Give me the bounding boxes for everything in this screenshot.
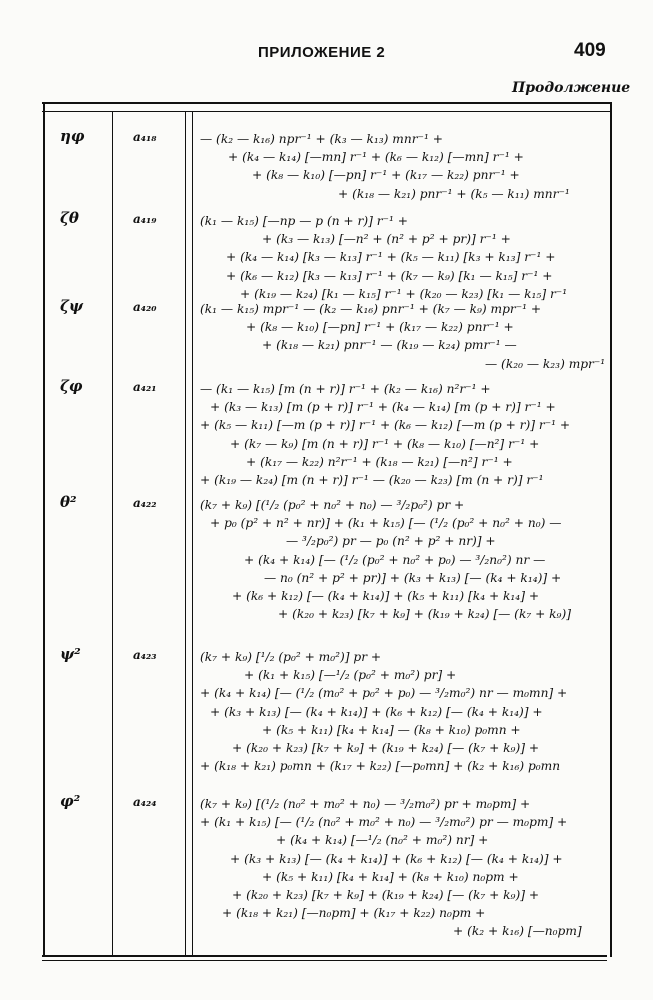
- equation-line: (k₁ — k₁₅) mpr⁻¹ — (k₂ — k₁₆) pnr⁻¹ + (k₇ — k₉) mpr⁻¹ +: [200, 302, 542, 316]
- equation-line: + (k₁₈ — k₂₁) pnr⁻¹ + (k₅ — k₁₁) mnr⁻¹: [338, 186, 570, 201]
- row-coefficient: a₄₂₃: [133, 648, 157, 662]
- table-bottom-rule-inner: [42, 960, 607, 961]
- equation-line: + (k₂₀ + k₂₃) [k₇ + k₉] + (k₁₉ + k₂₄) [— (k₇ + k₉)] +: [232, 741, 540, 755]
- equation-line: + (k₃ — k₁₃) [m (p + r)] r⁻¹ + (k₄ — k₁₄) [m (p + r)] r⁻¹ +: [210, 400, 556, 415]
- equation-line: (k₁ — k₁₅) [—np — p (n + r)] r⁻¹ +: [200, 214, 408, 228]
- equation-line: + (k₂ + k₁₆) [—n₀pm]: [453, 924, 582, 939]
- equation-line: + (k₅ — k₁₁) [—m (p + r)] r⁻¹ + (k₆ — k₁₂) [—m (p + r)] r⁻¹ +: [200, 418, 571, 433]
- row-symbol: θ²: [60, 493, 77, 511]
- equation-line: + (k₁₈ + k₂₁) p₀mn + (k₁₇ + k₂₂) [—p₀mn] + (k₂ + k₁₆) p₀mn: [200, 759, 561, 774]
- row-coefficient: a₄₂₀: [133, 300, 157, 314]
- equation-line: + (k₁₈ + k₂₁) [—n₀pm] + (k₁₇ + k₂₂) n₀pm +: [222, 906, 486, 921]
- equation-line: + (k₄ + k₁₄) [— (¹/₂ (m₀² + p₀² + p₀) — ³/₂m₀²) nr — m₀mn] +: [200, 686, 568, 701]
- row-coefficient: a₄₁₉: [133, 212, 157, 226]
- row-coefficient: a₄₂₂: [133, 496, 157, 510]
- row-symbol: ζφ: [60, 377, 83, 395]
- equation-line: — ³/₂p₀²) pr — p₀ (n² + p² + nr)] +: [286, 534, 496, 549]
- equation-line: + (k₁₉ — k₂₄) [k₁ — k₁₅] r⁻¹ + (k₂₀ — k₂₃) [k₁ — k₁₅] r⁻¹: [240, 286, 568, 301]
- equation-line: + (k₂₀ + k₂₃) [k₇ + k₉] + (k₁₉ + k₂₄) [— (k₇ + k₉)] +: [232, 888, 540, 902]
- section-title: ПРИЛОЖЕНИЕ 2: [258, 44, 386, 61]
- equation-line: + (k₆ + k₁₂) [— (k₄ + k₁₄)] + (k₅ + k₁₁) [k₄ + k₁₄] +: [232, 589, 540, 603]
- column-divider-3: [192, 111, 193, 957]
- equation-line: (k₇ + k₉) [¹/₂ (p₀² + m₀²)] pr +: [200, 650, 382, 664]
- row-coefficient: a₄₁₈: [133, 130, 157, 144]
- equation-line: + (k₁ + k₁₅) [— (¹/₂ (n₀² + m₀² + n₀) — ³/₂m₀²) pr — m₀pm] +: [200, 815, 568, 830]
- table-top-rule: [42, 102, 612, 104]
- equation-line: + (k₃ + k₁₃) [— (k₄ + k₁₄)] + (k₆ + k₁₂) [— (k₄ + k₁₄)] +: [210, 704, 543, 719]
- row-coefficient: a₄₂₁: [133, 380, 157, 394]
- equation-line: + (k₁₉ — k₂₄) [m (n + r)] r⁻¹ — (k₂₀ — k₂₃) [m (n + r)] r⁻¹: [200, 473, 544, 487]
- equation-line: + (k₁₇ — k₂₂) n²r⁻¹ + (k₁₈ — k₂₁) [—n²] r⁻¹ +: [246, 454, 513, 469]
- equation-line: + (k₃ — k₁₃) [—n² + (n² + p² + pr)] r⁻¹ +: [262, 232, 511, 247]
- equation-line: + (k₇ — k₉) [m (n + r)] r⁻¹ + (k₈ — k₁₀) [—n²] r⁻¹ +: [230, 436, 540, 451]
- row-symbol: ζθ: [60, 209, 79, 227]
- equation-line: + (k₁₈ — k₂₁) pnr⁻¹ — (k₁₉ — k₂₄) pmr⁻¹ —: [262, 338, 517, 353]
- continuation-label: Продолжение: [512, 80, 631, 96]
- equation-line: — (k₂₀ — k₂₃) mpr⁻¹: [485, 356, 606, 371]
- row-symbol: φ²: [60, 792, 81, 810]
- equation-line: + (k₁ + k₁₅) [—¹/₂ (p₀² + m₀²) pr] +: [244, 668, 457, 683]
- equation-line: — (k₁ — k₁₅) [m (n + r)] r⁻¹ + (k₂ — k₁₆) n²r⁻¹ +: [200, 382, 491, 396]
- equation-line: + (k₄ — k₁₄) [—mn] r⁻¹ + (k₆ — k₁₂) [—mn] r⁻¹ +: [228, 150, 524, 165]
- table-top-rule-inner: [42, 111, 612, 112]
- row-coefficient: a₄₂₄: [133, 795, 157, 809]
- equation-line: + (k₄ — k₁₄) [k₃ — k₁₃] r⁻¹ + (k₅ — k₁₁) [k₃ + k₁₃] r⁻¹ +: [226, 250, 556, 265]
- column-divider-1: [112, 111, 113, 957]
- equation-line: + p₀ (p² + n² + nr)] + (k₁ + k₁₅) [— (¹/₂ (p₀² + n₀² + n₀) —: [210, 516, 562, 531]
- column-divider-2: [185, 111, 186, 957]
- page-number: 409: [574, 40, 606, 61]
- equation-line: + (k₄ + k₁₄) [— (¹/₂ (p₀² + n₀² + p₀) — ³/₂n₀²) nr —: [244, 552, 546, 567]
- equation-line: + (k₄ + k₁₄) [—¹/₂ (n₀² + m₀²) nr] +: [276, 833, 489, 848]
- equation-line: — n₀ (n² + p² + pr)] + (k₃ + k₁₃) [— (k₄ + k₁₄)] +: [264, 570, 562, 585]
- equation-line: (k₇ + k₉) [(¹/₂ (p₀² + n₀² + n₀) — ³/₂p₀²) pr +: [200, 498, 465, 512]
- equation-line: (k₇ + k₉) [(¹/₂ (n₀² + m₀² + n₀) — ³/₂m₀²) pr + m₀pm] +: [200, 797, 531, 811]
- equation-line: + (k₅ + k₁₁) [k₄ + k₁₄] — (k₈ + k₁₀) p₀mn +: [262, 722, 521, 737]
- equation-line: + (k₆ — k₁₂) [k₃ — k₁₃] r⁻¹ + (k₇ — k₉) [k₁ — k₁₅] r⁻¹ +: [226, 268, 553, 283]
- equation-line: + (k₈ — k₁₀) [—pn] r⁻¹ + (k₁₇ — k₂₂) pnr⁻¹ +: [246, 320, 514, 335]
- table-right-border: [610, 102, 612, 957]
- equation-line: + (k₂₀ + k₂₃) [k₇ + k₉] + (k₁₉ + k₂₄) [— (k₇ + k₉)]: [278, 607, 571, 622]
- equation-line: + (k₈ — k₁₀) [—pn] r⁻¹ + (k₁₇ — k₂₂) pnr⁻¹ +: [252, 168, 520, 183]
- row-symbol: ζψ: [60, 297, 84, 315]
- table-left-border: [43, 102, 45, 957]
- row-symbol: ηφ: [60, 127, 85, 145]
- equation-line: — (k₂ — k₁₆) npr⁻¹ + (k₃ — k₁₃) mnr⁻¹ +: [200, 132, 443, 146]
- table-bottom-rule: [42, 955, 607, 957]
- equation-line: + (k₅ + k₁₁) [k₄ + k₁₄] + (k₈ + k₁₀) n₀pm +: [262, 869, 519, 884]
- equation-line: + (k₃ + k₁₃) [— (k₄ + k₁₄)] + (k₆ + k₁₂) [— (k₄ + k₁₄)] +: [230, 851, 563, 866]
- row-symbol: ψ²: [60, 645, 81, 663]
